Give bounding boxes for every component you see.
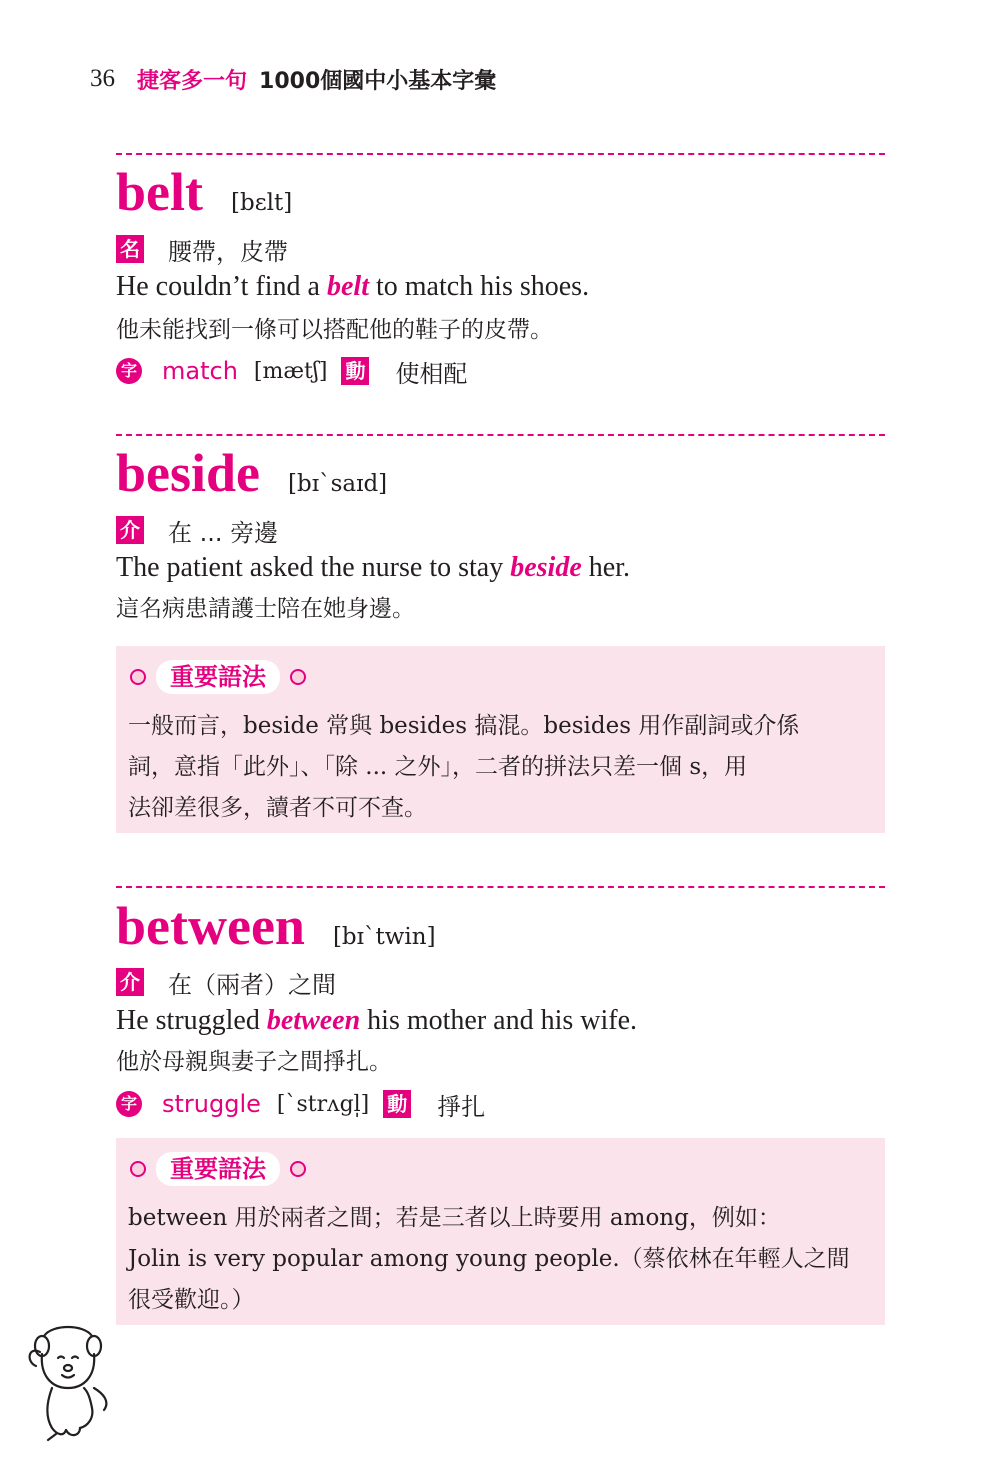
grammar-note-body: [128, 706, 875, 829]
example-text: his mother and his wife.: [360, 1005, 638, 1036]
example-keyword: between: [266, 1005, 361, 1036]
grammar-note-title: 重要語法: [156, 660, 280, 694]
related-vocab-row: [116, 1088, 485, 1120]
series-title: 捷客多一句: [137, 68, 248, 94]
grammar-note-header: [130, 1152, 306, 1186]
entry-between: [116, 896, 886, 1126]
entry-divider: [116, 886, 885, 888]
example-keyword: beside: [510, 552, 582, 583]
example-text: The patient asked the nurse to stay: [116, 552, 511, 583]
bullet-icon: [290, 669, 306, 685]
example-text: He couldn’t find a: [116, 271, 327, 302]
note-line: Jolin is very popular among young people.（蔡依林在年輕人之間: [128, 1246, 850, 1272]
vocab-word: struggle: [162, 1090, 261, 1118]
example-translation: 他於母親與妻子之間掙扎。: [116, 1049, 392, 1075]
note-line: 法卻差很多，讀者不可不查。: [128, 795, 427, 821]
pronunciation: [bɪˋsaɪd]: [288, 471, 388, 497]
bullet-icon: [130, 669, 146, 685]
grammar-note: [116, 646, 885, 833]
grammar-note-title: 重要語法: [156, 1152, 280, 1186]
headword: belt: [116, 162, 203, 222]
vocab-pronunciation: [mætʃ]: [253, 358, 328, 384]
definition: 在 ... 旁邊: [168, 518, 279, 547]
vocab-part-of-speech-badge: 動: [341, 357, 369, 385]
headword-row: [116, 896, 886, 956]
mascot-bear-icon: [22, 1318, 114, 1442]
pronunciation: [bɪˋtwin]: [332, 924, 436, 950]
note-line: 詞，意指「此外」、「除 ... 之外」，二者的拼法只差一個 s，用: [128, 754, 748, 780]
headword: between: [116, 896, 305, 956]
definition-row: [116, 514, 278, 546]
example-translation: 這名病患請護士陪在她身邊。: [116, 596, 415, 622]
pronunciation: [bɛlt]: [231, 190, 293, 216]
grammar-note-header: [130, 660, 306, 694]
part-of-speech-badge: 名: [116, 235, 144, 263]
entry-divider: [116, 434, 885, 436]
vocab-word: match: [162, 357, 238, 385]
definition-row: [116, 966, 336, 998]
entry-belt: [116, 162, 886, 392]
note-line: 一般而言，beside 常與 besides 搞混。besides 用作副詞或介係: [128, 713, 800, 739]
example-translation: 他未能找到一條可以搭配他的鞋子的皮帶。: [116, 317, 553, 343]
entry-beside: [116, 443, 886, 633]
headword-row: [116, 443, 886, 503]
vocab-part-of-speech-badge: 動: [383, 1090, 411, 1118]
example-text: her.: [581, 552, 630, 583]
related-vocab-row: [116, 355, 467, 387]
grammar-note: [116, 1138, 885, 1325]
book-title: 1000個國中小基本字彙: [259, 68, 497, 94]
definition: 在（兩者）之間: [168, 970, 336, 999]
example-sentence: [116, 270, 589, 304]
page-number: 36: [90, 65, 115, 92]
example-text: He struggled: [116, 1005, 267, 1036]
definition-row: [116, 233, 288, 265]
definition: 腰帶，皮帶: [168, 237, 288, 266]
note-line: 很受歡迎。）: [128, 1287, 255, 1313]
grammar-note-body: [128, 1198, 875, 1321]
vocab-word-icon: 字: [116, 358, 142, 384]
entry-divider: [116, 153, 885, 155]
bullet-icon: [290, 1161, 306, 1177]
vocab-definition: 使相配: [395, 359, 468, 388]
example-sentence: [116, 551, 630, 585]
example-keyword: belt: [326, 271, 369, 302]
headword-row: [116, 162, 886, 222]
page-header: [90, 62, 496, 96]
vocab-pronunciation: [ˋstrʌgl̩]: [276, 1091, 370, 1117]
part-of-speech-badge: 介: [116, 516, 144, 544]
vocab-definition: 掙扎: [437, 1092, 486, 1121]
vocab-word-icon: 字: [116, 1091, 142, 1117]
headword: beside: [116, 443, 261, 503]
part-of-speech-badge: 介: [116, 968, 144, 996]
bullet-icon: [130, 1161, 146, 1177]
example-text: to match his shoes.: [368, 271, 590, 302]
note-line: between 用於兩者之間；若是三者以上時要用 among，例如：: [128, 1205, 781, 1231]
example-sentence: [116, 1004, 637, 1038]
